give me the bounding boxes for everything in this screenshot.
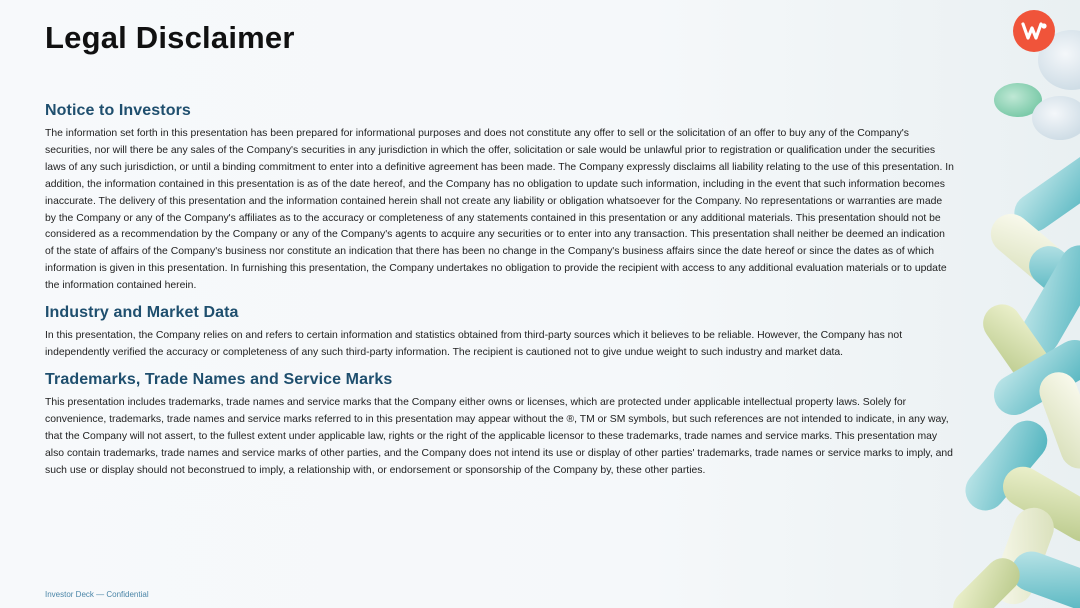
section-heading: Notice to Investors bbox=[45, 102, 191, 119]
section-body: This presentation includes trademarks, trade names and service marks that the Company either owns or licenses, which are protected under applicable intellectual property laws. Solely for convenience, trademarks, trade names and service marks referred to in this presentation may appear without the ®, TM or SM symbols, but such references are not intended to indicate, in any way, that the Company will not assert, to the fullest extent under applicable law, rights or the right of the applicable licensor to these trademarks, trade names and service marks. This presentation may also contain trademarks, trade names and service marks of other parties, and the Company does not intend its use or display of other parties' trademarks, trade names or service marks to imply, and such use or display should not beconstrued to imply, a relationship with, or endorsement or sponsorship of the Company by, these other parties. bbox=[45, 396, 953, 476]
section-trademarks bbox=[45, 371, 955, 480]
section-notice-to-investors bbox=[45, 102, 955, 295]
section-heading: Industry and Market Data bbox=[45, 304, 239, 322]
disclaimer-content bbox=[45, 102, 955, 479]
brand-logo-icon bbox=[1013, 10, 1055, 52]
section-body: The information set forth in this presentation has been prepared for informational purposes and does not constitute any offer to sell or the solicitation of an offer to buy any of the Company's securities, nor will there be any sales of the Company's securities in any jurisdiction in which the offer, solicitation or sale would be unlawful prior to registration or qualification under the securities laws of any such jurisdiction, or until a binding commitment to enter into a definitive agreement has been made. The Company expressly disclaims all liability relating to the use of this presentation. In addition, the information contained in this presentation is as of the date hereof, and the Company has no obligation to update such information, including in the event that such information becomes inaccurate. The delivery of this presentation and the information contained herein shall not create any liability or obligation whatsoever for the Company. No representations or warranties are made by the Company or any of the Company's affiliates as to the accuracy or completeness of any statements contained in this presentation or any additional materials. This presentation should not be considered as a recommendation by the Company or any of the Company's agents to acquire any securities or to enter into any transaction. This presentation shall neither be deemed an indication of the state of affairs of the Company's business nor constitute an indication that there has been no change in the Company's business affairs since the date hereof or since the dates as of which information is given in this presentation. In furnishing this presentation, the Company undertakes no obligation to provide the recipient with access to any additional evaluation materials or to update the information contained herein. bbox=[45, 128, 954, 292]
section-body: In this presentation, the Company relies on and refers to certain information and statistics obtained from third-party sources which it believes to be reliable. However, the Company has not independently verified the accuracy or completeness of any such third-party information. The recipient is cautioned not to give undue weight to such industry and market data. bbox=[45, 330, 903, 358]
section-heading: Trademarks, Trade Names and Service Marks bbox=[45, 370, 393, 388]
logo-mark-icon bbox=[1019, 19, 1049, 43]
footer-text: Investor Deck — Confidential bbox=[45, 590, 149, 599]
section-industry-market-data bbox=[45, 304, 955, 362]
page-title: Legal Disclaimer bbox=[45, 20, 295, 55]
